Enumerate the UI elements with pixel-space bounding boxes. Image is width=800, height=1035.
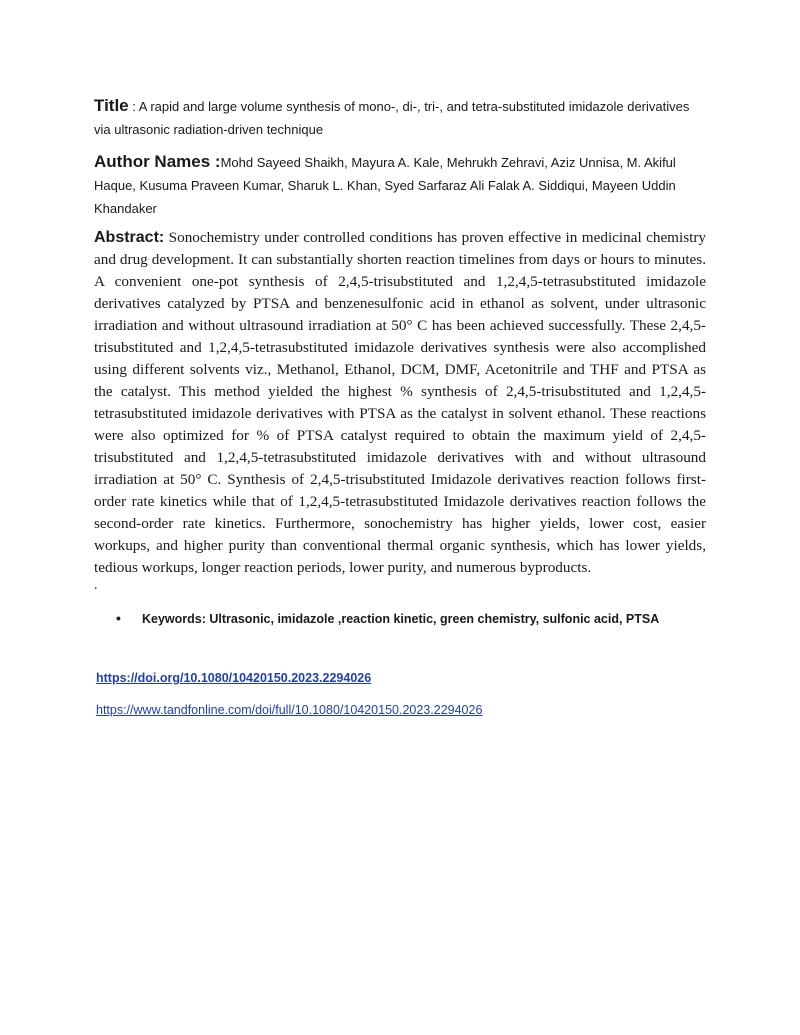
title-separator: :	[128, 99, 139, 114]
keywords-text: Keywords: Ultrasonic, imidazole ,reaction kinetic, green chemistry, sulfonic acid, PTSA	[142, 612, 660, 626]
abstract-label: Abstract:	[94, 229, 165, 246]
abstract-section	[94, 227, 706, 579]
stray-period: .	[94, 578, 98, 593]
title-label: Title	[94, 96, 129, 115]
title-text: A rapid and large volume synthesis of mono-, di-, tri-, and tetra-substituted imidazole derivatives via ultrasonic radiation-driven technique	[94, 99, 690, 137]
doi-link[interactable]: https://doi.org/10.1080/10420150.2023.2294026	[96, 671, 372, 685]
authors-text: Mohd Sayeed Shaikh, Mayura A. Kale, Mehrukh Zehravi, Aziz Unnisa, M. Akiful Haque, Kusuma Praveen Kumar, Sharuk L. Khan, Syed Sarfaraz Ali Falak A. Siddiqui, Mayeen Uddin Khandaker	[94, 155, 676, 216]
tandfonline-link[interactable]: https://www.tandfonline.com/doi/full/10.1080/10420150.2023.2294026	[96, 703, 483, 717]
title-section	[94, 94, 706, 141]
authors-label: Author Names :	[94, 152, 221, 171]
keywords-line	[116, 607, 659, 630]
authors-section	[94, 150, 706, 220]
bullet-icon: •	[116, 610, 121, 626]
abstract-text: Sonochemistry under controlled conditions has proven effective in medicinal chemistry and drug development. It can substantially shorten reaction timelines from days or hours to minutes. A convenient one-pot synthesis of 2,4,5-trisubstituted and 1,2,4,5-tetrasubstituted imidazole derivatives catalyzed by PTSA and benzenesulfonic acid in ethanol as solvent, under ultrasonic irradiation and without ultrasound irradiation at 50° C has been achieved successfully. These 2,4,5-trisubstituted and 1,2,4,5-tetrasubstituted imidazole derivatives synthesis were also accomplished using different solvents viz., Methanol, Ethanol, DCM, DMF, Acetonitrile and THF and PTSA as the catalyst. This method yielded the highest % synthesis of 2,4,5-trisubstituted and 1,2,4,5-tetrasubstituted imidazole derivatives with PTSA as the catalyst in solvent ethanol. These reactions were also optimized for % of PTSA catalyst required to obtain the maximum yield of 2,4,5-trisubstituted and 1,2,4,5-tetrasubstituted imidazole derivatives with and without ultrasound irradiation at 50° C. Synthesis of 2,4,5-trisubstituted Imidazole derivatives reaction follows first-order rate kinetics while that of 1,2,4,5-tetrasubstituted Imidazole derivatives reaction follows the second-order rate kinetics. Furthermore, sonochemistry has higher yields, lower cost, easier workups, and higher purity than conventional thermal organic synthesis, which has lower yields, tedious workups, longer reaction periods, lower purity, and numerous byproducts.	[94, 229, 706, 576]
